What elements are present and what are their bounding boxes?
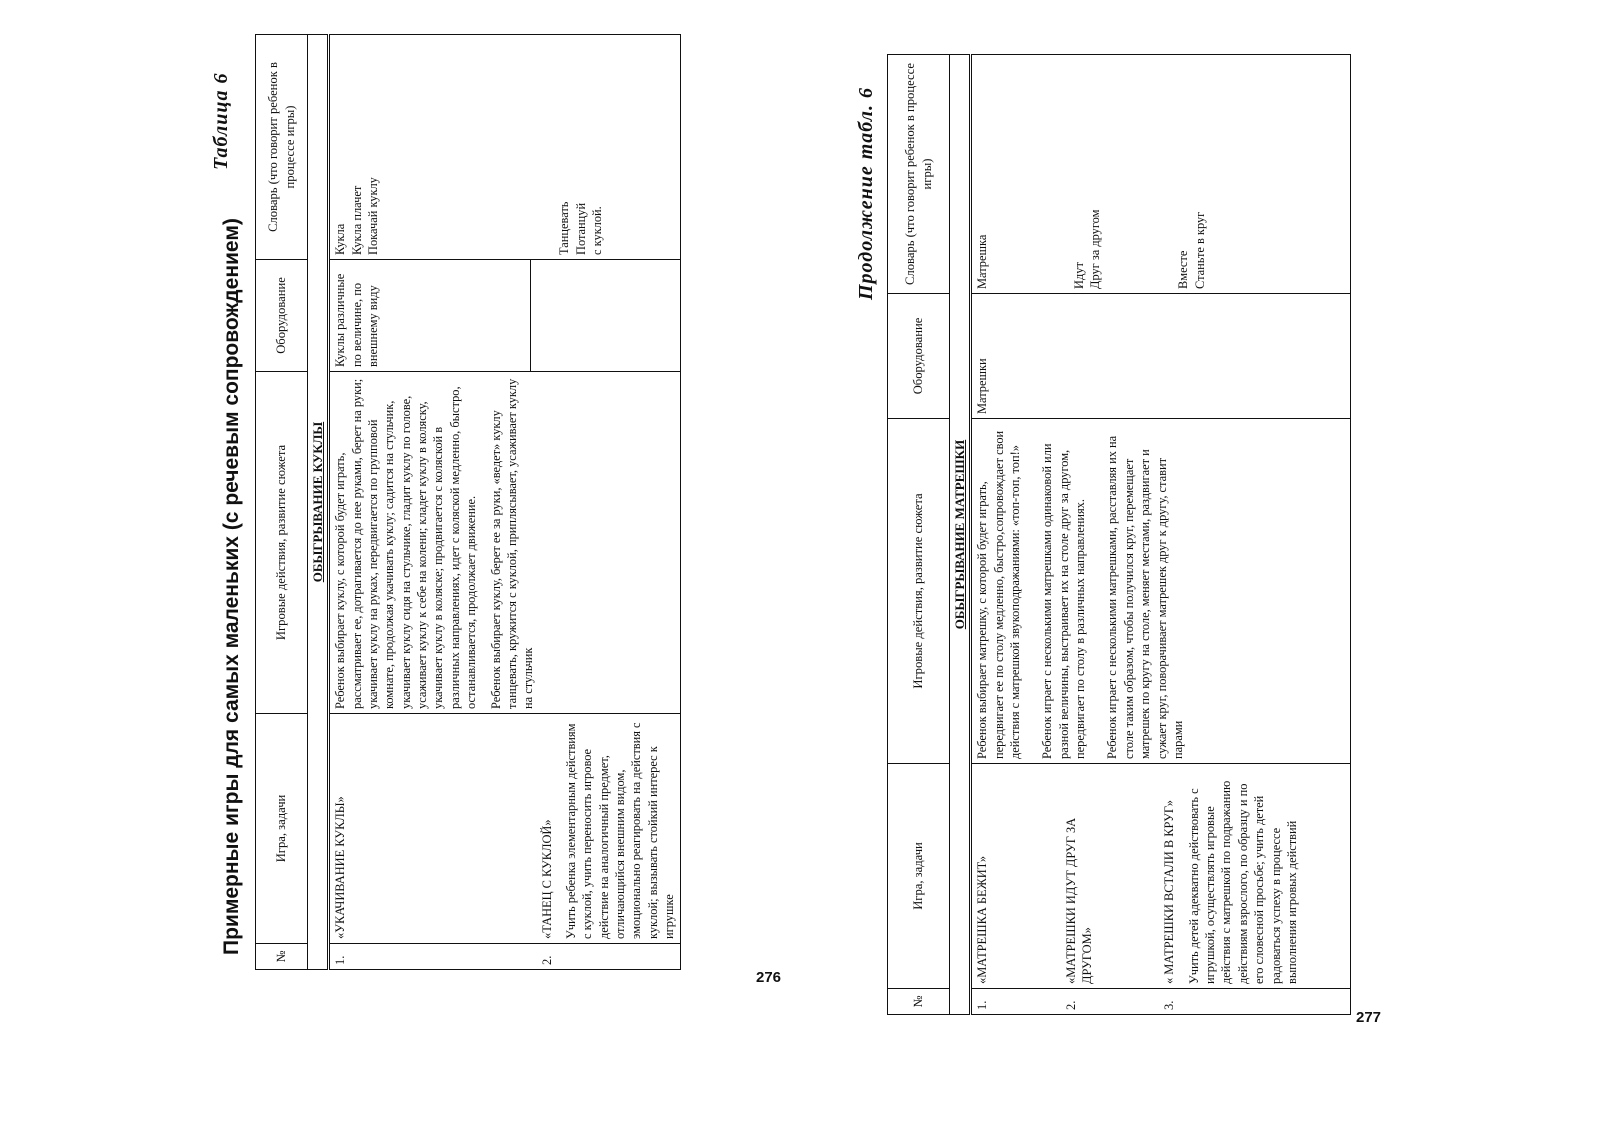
vocabulary-cell [971, 55, 1351, 294]
row-num: 2. [539, 955, 554, 965]
section-title: ОБЫГРЫВАНИЕ КУКЛЫ [308, 35, 329, 970]
vocabulary-item: Кукла [333, 223, 348, 255]
header-vocabulary: Словарь (что говорит ребенок в процессе игры) [256, 35, 308, 260]
row-num-cell [329, 944, 680, 970]
vocabulary-item: Потанцуй [573, 202, 588, 255]
section-row [950, 55, 971, 1015]
section-row [308, 35, 329, 970]
table-label: Таблица 6 [210, 72, 232, 170]
vocabulary-item: с куклой. [590, 206, 605, 255]
section-title: ОБЫГРЫВАНИЕ МАТРЕШКИ [950, 55, 971, 1015]
header-vocabulary: Словарь (что говорит ребенок в процессе игры) [888, 55, 950, 294]
header-game: Игра, задачи [888, 764, 950, 989]
game-name: «МАТРЕШКИ ИДУТ ДРУГ ЗА ДРУГОМ» [1063, 817, 1094, 984]
games-table [255, 34, 681, 970]
vocabulary-item: Матрешка [975, 234, 990, 289]
actions-text: Ребенок играет с несколькими матрешками одинаковой или разной величины, выстраивает их на столе друг за другом, передвигает по столу в различных направлениях. [1040, 443, 1088, 759]
vocabulary-item: Станьте в круг [1192, 211, 1207, 289]
header-game: Игра, задачи [256, 714, 308, 944]
vocabulary-item: Друг за другом [1087, 209, 1102, 289]
game-cell [971, 764, 1351, 989]
actions-text: Ребенок выбирает куклу, с которой будет играть, рассматривает ее, дотрагивается до нее руками, берет на руки; укачивает куклу на руках, передвигается по групповой комнате, продолжая укачивать куклу; садится на стульчик, укачивает куклу сидя на стульчике, гладит куклу по голове, усаживает куклу к себе на колени; кладет куклу в коляску, укачивает куклу в коляске; продвигается с коляской в различных направлениях, идет с коляской медленно, быстро, останавливается, продолжает движение. [333, 378, 479, 709]
vocabulary-item: Вместе [1176, 250, 1191, 289]
header-num: № [888, 989, 950, 1015]
equipment-cell [971, 294, 1351, 419]
vocabulary-item: Кукла плачет [349, 185, 364, 255]
header-actions: Игровые действия, развитие сюжета [888, 419, 950, 764]
game-name: «УКАЧИВАНИЕ КУКЛЫ» [333, 796, 348, 939]
game-cell [329, 714, 680, 944]
equipment-cell: Куклы различные по величине, по внешнему виду [329, 260, 530, 372]
actions-text: Ребенок выбирает матрешку, с которой будет играть, передвигает ее по столу медленно, быстро,сопровождает свои действия с матрешкой звукоподражаниями: «топ-топ, топ!» [975, 430, 1022, 759]
vocabulary-item: Идут [1071, 262, 1086, 289]
game-name: «ТАНЕЦ С КУКЛОЙ» [539, 819, 554, 939]
actions-text: Ребенок выбирает куклу, берет ее за руки, «ведет» куклу танцевать, кружится с куклой, приплясывает, усаживает куклу на стульчик [488, 378, 536, 709]
actions-cell [329, 372, 680, 714]
game-name: «МАТРЕШКА БЕЖИТ» [975, 855, 990, 984]
game-task: Учить детей адекватно действовать с игрушкой, осуществлять игровые действия с матрешкой по подражанию действиям взрослого, по образцу и по его словесной просьбе; учить детей радоваться успеху в процессе выполнения игровых действий [1186, 780, 1299, 984]
header-equipment: Оборудование [256, 260, 308, 372]
game-name: « МАТРЕШКИ ВСТАЛИ В КРУГ» [1162, 800, 1177, 984]
row-num: 3. [1161, 1000, 1176, 1010]
equipment-text: Матрешки [975, 358, 990, 414]
game-task: Учить ребенка элементарным действиям с куклой, учить переносить игровое действие на аналогичный предмет, отличающийся внешним видом, эмоционально реагировать на действия с куклой; вызывать стойкий интерес к игрушке [563, 722, 677, 939]
table-row [329, 35, 530, 970]
table-header-row [888, 55, 950, 1015]
actions-text: Ребенок играет с несколькими матрешками, расставляя их на столе таким образом, чтобы получился круг, перемещает матрешек по кругу на столе, меняет местами, раздвигает и сужает круг, поворачивает матрешек друг к другу, ставит парами [1105, 435, 1185, 759]
vocabulary-item: Танцевать [557, 201, 572, 255]
table-row [971, 55, 1351, 1015]
row-num: 1. [975, 1000, 990, 1010]
row-num: 1. [333, 955, 348, 965]
equipment-cell [530, 260, 680, 372]
page-title: Примерные игры для самых маленьких (с речевым сопровождением) [220, 218, 243, 955]
page-number: 276 [755, 968, 782, 986]
header-num: № [256, 944, 308, 970]
page-number: 277 [1355, 1008, 1382, 1026]
row-num-cell [971, 989, 1351, 1015]
table-header-row [256, 35, 308, 970]
header-equipment: Оборудование [888, 294, 950, 419]
games-table [887, 54, 1351, 1015]
vocabulary-item: Покачай куклу [365, 177, 380, 255]
table-label: Продолжение табл. 6 [855, 86, 877, 300]
vocabulary-cell [329, 35, 680, 260]
header-actions: Игровые действия, развитие сюжета [256, 372, 308, 714]
row-num: 2. [1063, 1000, 1078, 1010]
actions-cell [971, 419, 1351, 764]
